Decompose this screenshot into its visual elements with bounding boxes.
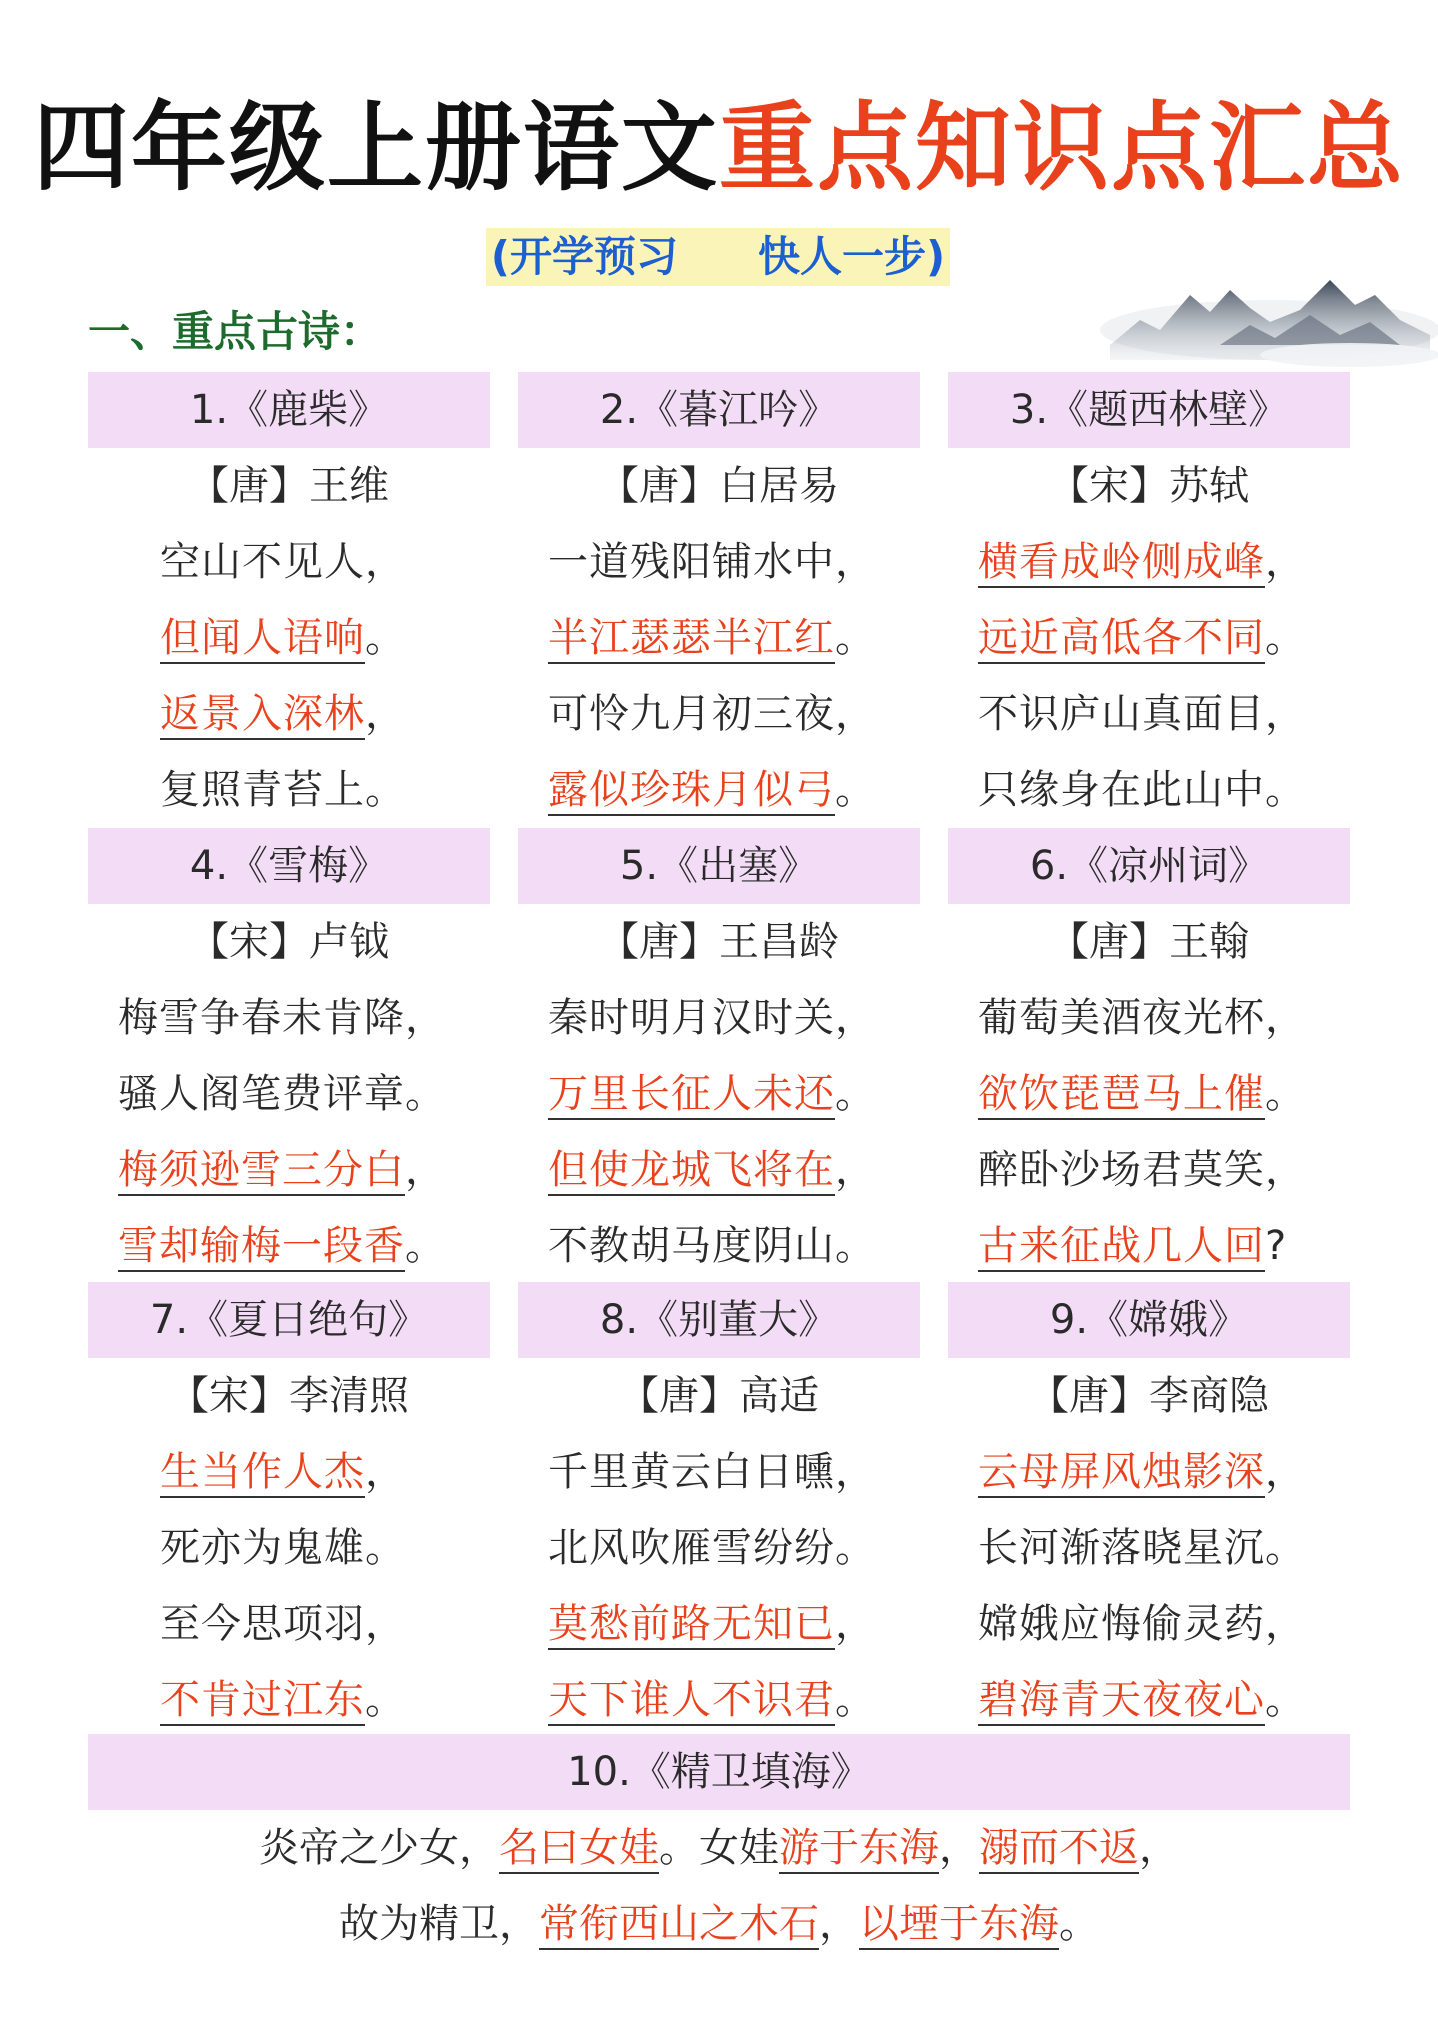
poem-title-band [88,1282,490,1358]
verse-punctuation: ， [1265,691,1306,737]
poem-line [948,600,1350,676]
prose-text: 故为精卫， [339,1901,539,1947]
prose-text: 炎帝之少女， [259,1825,499,1871]
verse-punctuation: 。 [835,1223,876,1269]
poem-author: 【唐】王维 [189,463,389,509]
verse-punctuation: ， [365,691,406,737]
poem-line [518,600,920,676]
poem-line [88,1434,490,1510]
verse-punctuation: 。 [835,1071,876,1117]
highlighted-phrase: 常衔西山之木石 [539,1901,819,1950]
prose-line [88,1810,1350,1886]
prose-title: 10.《精卫填海》 [567,1749,871,1795]
poem-title: 1.《鹿柴》 [189,387,389,433]
prose-text: 。女娃 [659,1825,779,1871]
verse-punctuation: ， [365,1449,406,1495]
verse-punctuation: 。 [835,1677,876,1723]
poem-title-band [948,372,1350,448]
poem-title-band [88,372,490,448]
prose-text: ， [939,1825,979,1871]
poem-line [518,1662,920,1738]
poem-author: 【宋】卢钺 [189,919,389,965]
poem-body [948,904,1350,1284]
poem-author: 【唐】白居易 [599,463,839,509]
poem-line [948,1208,1350,1284]
verse-punctuation: ， [835,1147,876,1193]
highlighted-phrase: 溺而不返 [979,1825,1139,1874]
highlighted-phrase: 以堙于东海 [859,1901,1059,1950]
verse-punctuation: ， [405,1147,446,1193]
verse-text: 醉卧沙场君莫笑 [978,1147,1265,1193]
poem-line [948,752,1350,828]
poem-line [518,524,920,600]
verse-text: 复照青苔上 [160,767,365,813]
highlighted-verse: 但闻人语响 [160,615,365,664]
section-heading: 一、重点古诗： [88,307,383,356]
verse-text: 空山不见人 [160,539,365,585]
poem-line [88,1056,490,1132]
verse-punctuation: ， [1265,539,1306,585]
verse-text: 梅雪争春未肯降 [118,995,405,1041]
poem-line [88,1132,490,1208]
verse-punctuation: 。 [835,615,876,661]
subtitle-left: (开学预习 [490,232,678,281]
poem-title-band [518,828,920,904]
poem-title-band [518,372,920,448]
poem-line [948,1434,1350,1510]
poem-line [948,1510,1350,1586]
verse-text: 至今思项羽 [160,1601,365,1647]
poem-title: 3.《题西林壁》 [1009,387,1289,433]
poem-body [88,904,490,1284]
verse-text: 死亦为鬼雄 [160,1525,365,1571]
verse-punctuation: 。 [835,767,876,813]
verse-text: 骚人阁笔费评章 [118,1071,405,1117]
ink-mountains-decoration [1100,250,1438,380]
verse-text: 葡萄美酒夜光杯 [978,995,1265,1041]
poem-line [88,600,490,676]
highlighted-verse: 不肯过江东 [160,1677,365,1726]
poem-title: 9.《嫦娥》 [1049,1297,1249,1343]
verse-text: 不教胡马度阴山 [548,1223,835,1269]
poem-body [518,904,920,1284]
prose-text: 。 [1059,1901,1099,1947]
subtitle-right: 快人一步) [758,232,946,281]
highlighted-verse: 远近高低各不同 [978,615,1265,664]
highlighted-verse: 天下谁人不识君 [548,1677,835,1726]
poem-body [948,448,1350,828]
verse-punctuation: 。 [405,1223,446,1269]
poem-line [948,1056,1350,1132]
subtitle-banner [486,228,950,286]
verse-punctuation: ， [835,995,876,1041]
poem-line [88,1586,490,1662]
poem-line [518,1056,920,1132]
highlighted-phrase: 游于东海 [779,1825,939,1874]
poem-body [518,1358,920,1738]
verse-punctuation: ， [1265,1449,1306,1495]
poem-line [948,1662,1350,1738]
poem-line [518,1510,920,1586]
verse-punctuation: ， [835,691,876,737]
poem-line [948,980,1350,1056]
highlighted-verse: 露似珍珠月似弓 [548,767,835,816]
poem-title-band [518,1282,920,1358]
verse-punctuation: 。 [1265,1677,1306,1723]
verse-text: 长河渐落晓星沉 [978,1525,1265,1571]
poem-line [518,752,920,828]
verse-text: 可怜九月初三夜 [548,691,835,737]
verse-punctuation: ， [835,1449,876,1495]
verse-text: 秦时明月汉时关 [548,995,835,1041]
verse-punctuation: ， [1265,1601,1306,1647]
poem-title-band [88,828,490,904]
poem-title: 4.《雪梅》 [189,843,389,889]
prose-title-band [88,1734,1350,1810]
verse-punctuation: ， [1265,1147,1306,1193]
highlighted-verse: 古来征战几人回 [978,1223,1265,1272]
poem-title: 7.《夏日绝句》 [149,1297,429,1343]
poem-line [518,1132,920,1208]
highlighted-verse: 但使龙城飞将在 [548,1147,835,1196]
highlighted-verse: 云母屏风烛影深 [978,1449,1265,1498]
highlighted-verse: 莫愁前路无知已 [548,1601,835,1650]
prose-line [88,1886,1350,1962]
poem-line [88,752,490,828]
poem-line [518,1208,920,1284]
verse-text: 北风吹雁雪纷纷 [548,1525,835,1571]
verse-punctuation: 。 [1265,615,1306,661]
poem-line [948,676,1350,752]
poem-author: 【唐】李商隐 [1029,1373,1269,1419]
verse-text: 一道残阳铺水中 [548,539,835,585]
poem-title-band [948,828,1350,904]
verse-punctuation: ， [835,1601,876,1647]
highlighted-phrase: 名曰女娃 [499,1825,659,1874]
verse-punctuation: ， [835,539,876,585]
verse-text: 嫦娥应悔偷灵药 [978,1601,1265,1647]
poem-title: 5.《出塞》 [619,843,819,889]
poem-body [948,1358,1350,1738]
poem-author: 【唐】王昌龄 [599,919,839,965]
title-black: 四年级上册语文 [33,92,719,204]
poem-body [88,1358,490,1738]
verse-punctuation: ， [1265,995,1306,1041]
highlighted-verse: 雪却输梅一段香 [118,1223,405,1272]
title-red: 重点知识点汇总 [719,92,1405,204]
poem-author: 【宋】苏轼 [1049,463,1249,509]
poem-line [518,676,920,752]
highlighted-verse: 半江瑟瑟半江红 [548,615,835,664]
verse-punctuation: 。 [1265,767,1306,813]
verse-punctuation: 。 [1265,1525,1306,1571]
poem-author: 【唐】高适 [619,1373,819,1419]
highlighted-verse: 横看成岭侧成峰 [978,539,1265,588]
prose-text: ， [819,1901,859,1947]
poem-line [88,1662,490,1738]
verse-punctuation: ， [365,1601,406,1647]
highlighted-verse: 万里长征人未还 [548,1071,835,1120]
verse-punctuation: ? [1265,1223,1288,1269]
verse-punctuation: 。 [365,1525,406,1571]
verse-punctuation: ， [365,539,406,585]
poem-line [948,1586,1350,1662]
poem-line [518,1434,920,1510]
verse-punctuation: 。 [405,1071,446,1117]
verse-punctuation: 。 [365,1677,406,1723]
poem-author: 【唐】王翰 [1049,919,1249,965]
highlighted-verse: 返景入深林 [160,691,365,740]
verse-punctuation: 。 [1265,1071,1306,1117]
verse-text: 不识庐山真面目 [978,691,1265,737]
poem-line [88,980,490,1056]
highlighted-verse: 生当作人杰 [160,1449,365,1498]
verse-text: 只缘身在此山中 [978,767,1265,813]
poem-title-band [948,1282,1350,1358]
poem-line [88,676,490,752]
poem-body [518,448,920,828]
highlighted-verse: 梅须逊雪三分白 [118,1147,405,1196]
verse-punctuation: 。 [365,767,406,813]
poem-title: 8.《别董大》 [599,1297,839,1343]
highlighted-verse: 碧海青天夜夜心 [978,1677,1265,1726]
poem-line [88,1208,490,1284]
page-title [0,88,1438,208]
poem-line [948,1132,1350,1208]
verse-punctuation: ， [405,995,446,1041]
verse-text: 千里黄云白日曛 [548,1449,835,1495]
poem-line [948,524,1350,600]
verse-punctuation: 。 [835,1525,876,1571]
poem-body [88,448,490,828]
poem-line [88,1510,490,1586]
poem-author: 【宋】李清照 [169,1373,409,1419]
poem-title: 2.《暮江吟》 [599,387,839,433]
prose-text: ， [1139,1825,1179,1871]
verse-punctuation: 。 [365,615,406,661]
poem-line [88,524,490,600]
poem-title: 6.《凉州词》 [1029,843,1269,889]
highlighted-verse: 欲饮琵琶马上催 [978,1071,1265,1120]
poem-line [518,1586,920,1662]
poem-line [518,980,920,1056]
